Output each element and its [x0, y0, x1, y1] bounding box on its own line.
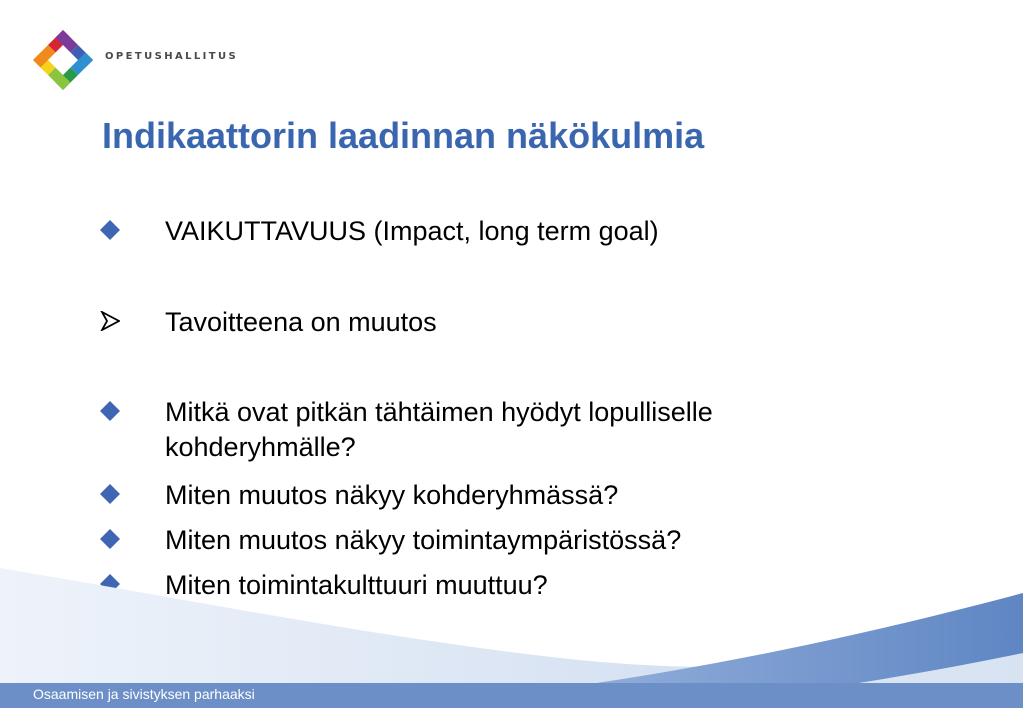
logo-wordmark: OPETUSHALLITUS: [105, 51, 239, 62]
arrowhead-bullet-icon: [100, 311, 120, 331]
bullet-text: Miten muutos näkyy kohderyhmässä?: [165, 480, 619, 510]
slide-title: Indikaattorin laadinnan näkökulmia: [102, 115, 705, 156]
bullet-text: Tavoitteena on muutos: [165, 307, 437, 337]
footer-bar: [0, 683, 1023, 708]
bullet-text: Mitkä ovat pitkän tähtäimen hyödyt lopulliselle kohderyhmälle?: [165, 397, 713, 462]
bullet-text: VAIKUTTAVUUS (Impact, long term goal): [165, 216, 659, 246]
footer-tagline: Osaamisen ja sivistyksen parhaaksi: [33, 686, 255, 702]
diamond-bullet-icon: [100, 529, 120, 549]
diamond-bullet-icon: [100, 220, 120, 240]
bullet-text: Miten toimintakulttuuri muuttuu?: [165, 570, 548, 600]
bullet-text: Miten muutos näkyy toimintaympäristössä?: [165, 525, 682, 555]
diamond-bullet-icon: [100, 484, 120, 504]
diamond-bullet-icon: [100, 401, 120, 421]
